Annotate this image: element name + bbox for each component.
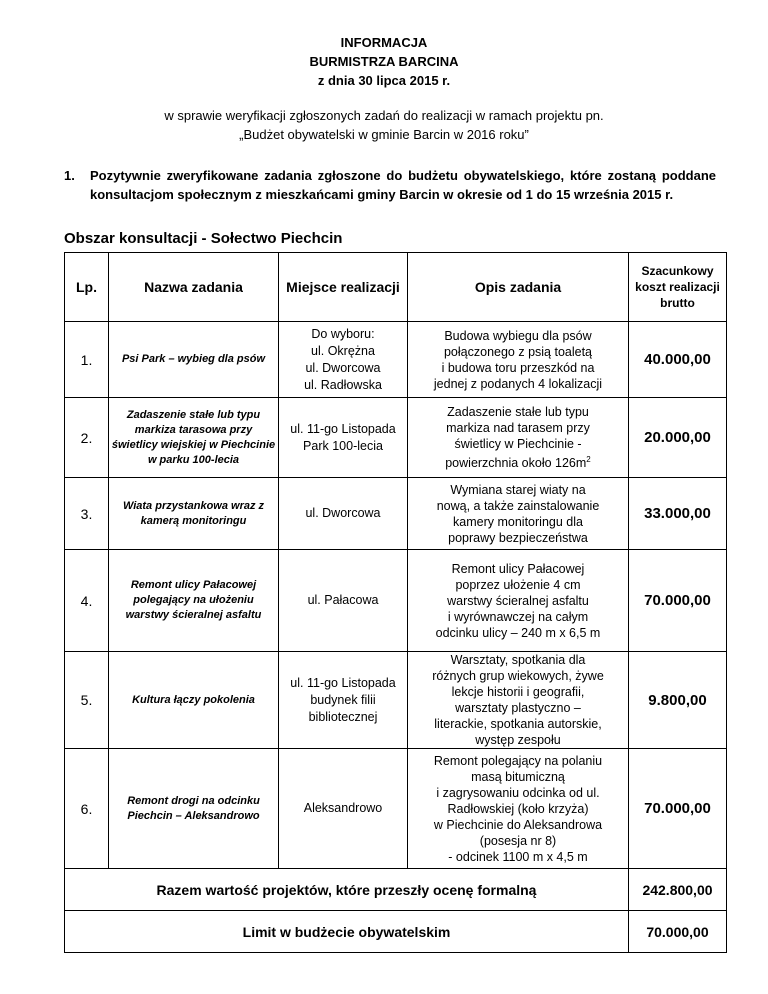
description-line [410, 833, 626, 849]
description-text: Zadaszenie stałe lub typu [447, 404, 589, 419]
description-text: poprawy bezpieczeństwa [448, 530, 588, 545]
description-line [410, 498, 626, 514]
description-text: Remont ulicy Pałacowej [451, 561, 585, 576]
description-text: Budowa wybiegu dla psów [444, 328, 592, 343]
description-text: warstwy ścieralnej asfaltu [447, 593, 589, 608]
point-1 [64, 166, 716, 204]
description-line [410, 625, 626, 641]
description-text: i zagrysowaniu odcinka od ul. [436, 785, 600, 800]
description-line [410, 668, 626, 684]
row-lp: 4. [65, 550, 109, 652]
description-text: Wymiana starej wiaty na [450, 482, 586, 497]
header-title: INFORMACJA [340, 35, 428, 50]
header-desc: Opis zadania [408, 253, 629, 322]
description-line [410, 344, 626, 360]
row-description [408, 398, 629, 478]
row-task-name: Kultura łączy pokolenia [109, 652, 279, 749]
tasks-table [64, 252, 727, 953]
description-line [410, 716, 626, 732]
document-header [0, 33, 768, 90]
header-cost: Szacunkowy koszt realizacji brutto [629, 253, 727, 322]
total-label: Razem wartość projektów, które przeszły ocenę formalną [65, 869, 629, 911]
row-lp: 2. [65, 398, 109, 478]
row-lp: 1. [65, 322, 109, 398]
row-place [279, 749, 408, 869]
row-description [408, 478, 629, 550]
subject-line-2: „Budżet obywatelski w gminie Barcin w 2016 roku” [239, 127, 529, 142]
row-task-name: Wiata przystankowa wraz z kamerą monitoringu [109, 478, 279, 550]
area-title: Obszar konsultacji - Sołectwo Piechcin [64, 230, 343, 247]
description-text: odcinku ulicy – 240 m x 6,5 m [435, 625, 601, 640]
description-line [410, 753, 626, 769]
description-line [410, 609, 626, 625]
place-line: ul. Radłowska [304, 377, 382, 392]
place-line: budynek filii [310, 692, 376, 707]
row-cost: 20.000,00 [629, 398, 727, 478]
description-text: różnych grup wiekowych, żywe [432, 669, 604, 683]
description-text: lekcje historii i geografii, [451, 685, 585, 699]
place-line: ul. Okrężna [311, 343, 375, 358]
table-row [65, 749, 727, 869]
description-line [410, 404, 626, 420]
description-line [410, 849, 626, 865]
description-line [410, 593, 626, 609]
table-row [65, 652, 727, 749]
row-description [408, 322, 629, 398]
table-row [65, 478, 727, 550]
description-line [410, 452, 626, 471]
description-text: nową, a także zainstalowanie [436, 498, 600, 513]
description-text: Warsztaty, spotkania dla [450, 653, 586, 667]
description-line [410, 436, 626, 452]
description-line [410, 561, 626, 577]
limit-label: Limit w budżecie obywatelskim [65, 911, 629, 953]
row-cost: 70.000,00 [629, 550, 727, 652]
place-line: Do wyboru: [311, 326, 375, 341]
description-text: i wyrównawczej na całym [447, 609, 589, 624]
total-row [65, 869, 727, 911]
description-text: poprzez ułożenie 4 cm [455, 577, 581, 592]
description-line [410, 652, 626, 668]
place-line: bibliotecznej [308, 709, 378, 724]
row-task-name: Remont drogi na odcinku Piechcin – Aleksandrowo [109, 749, 279, 869]
description-line [410, 420, 626, 436]
place-line: ul. Dworcowa [305, 506, 381, 520]
description-text: - odcinek 1100 m x 4,5 m [448, 849, 588, 864]
table-header-row [65, 253, 727, 322]
description-line [410, 360, 626, 376]
row-lp: 6. [65, 749, 109, 869]
place-line: ul. 11-go Listopada [290, 675, 396, 690]
place-line: ul. 11-go Listopada [290, 421, 396, 436]
place-line: ul. Dworcowa [305, 360, 381, 375]
row-place [279, 322, 408, 398]
row-task-name: Zadaszenie stałe lub typu markiza tarasowa przy świetlicy wiejskiej w Piechcinie w parku 100-lecia [109, 398, 279, 478]
description-text: Radłowskiej (koło krzyża) [447, 801, 589, 816]
description-text: występ zespołu [475, 733, 561, 747]
description-line [410, 376, 626, 392]
description-line [410, 514, 626, 530]
table-row [65, 550, 727, 652]
description-line [410, 577, 626, 593]
row-lp: 3. [65, 478, 109, 550]
superscript: 2 [586, 454, 591, 464]
description-line [410, 684, 626, 700]
description-line [410, 482, 626, 498]
point-number: 1. [64, 168, 75, 183]
description-text: świetlicy w Piechcinie - [454, 436, 582, 451]
place-line: ul. Pałacowa [307, 593, 379, 607]
description-line [410, 785, 626, 801]
row-description [408, 749, 629, 869]
limit-value: 70.000,00 [629, 911, 727, 953]
description-text: powierzchnia około 126m [445, 456, 587, 471]
description-line [410, 801, 626, 817]
row-cost: 70.000,00 [629, 749, 727, 869]
description-text: Remont polegający na polaniu [433, 753, 603, 768]
description-text: (posesja nr 8) [479, 833, 557, 848]
place-line: Park 100-lecia [303, 438, 383, 453]
place-line: Aleksandrowo [303, 801, 383, 815]
description-text: masą bitumiczną [471, 769, 565, 784]
description-text: warsztaty plastyczno – [455, 701, 581, 715]
row-place [279, 398, 408, 478]
description-text: jednej z podanych 4 lokalizacji [433, 376, 603, 391]
total-value: 242.800,00 [629, 869, 727, 911]
header-issuer: BURMISTRZA BARCINA [309, 54, 459, 69]
row-cost: 9.800,00 [629, 652, 727, 749]
header-lp: Lp. [65, 253, 109, 322]
description-text: literackie, spotkania autorskie, [434, 717, 602, 731]
description-line [410, 700, 626, 716]
row-cost: 33.000,00 [629, 478, 727, 550]
table-row [65, 322, 727, 398]
description-line [410, 817, 626, 833]
table-body [65, 322, 727, 869]
limit-row [65, 911, 727, 953]
header-name: Nazwa zadania [109, 253, 279, 322]
document-subject [0, 106, 768, 144]
description-line [410, 328, 626, 344]
description-text: i budowa toru przeszkód na [441, 360, 595, 375]
row-place [279, 652, 408, 749]
description-line [410, 769, 626, 785]
row-task-name: Remont ulicy Pałacowej polegający na ułożeniu warstwy ścieralnej asfaltu [109, 550, 279, 652]
table-row [65, 398, 727, 478]
description-line [410, 732, 626, 748]
row-description [408, 550, 629, 652]
header-date: z dnia 30 lipca 2015 r. [317, 73, 451, 88]
row-cost: 40.000,00 [629, 322, 727, 398]
description-text: kamery monitoringu dla [453, 514, 583, 529]
description-line [410, 530, 626, 546]
row-task-name: Psi Park – wybieg dla psów [109, 322, 279, 398]
description-text: markiza nad tarasem przy [446, 420, 590, 435]
description-text: w Piechcinie do Aleksandrowa [433, 817, 603, 832]
subject-line-1: w sprawie weryfikacji zgłoszonych zadań do realizacji w ramach projektu pn. [164, 108, 604, 123]
point-text: Pozytywnie zweryfikowane zadania zgłoszone do budżetu obywatelskiego, które zostaną poddane konsultacjom społecznym z mieszkańcami gminy Barcin w okresie od 1 do 15 września 2015 r. [90, 168, 716, 202]
description-text: połączonego z psią toaletą [443, 344, 593, 359]
row-lp: 5. [65, 652, 109, 749]
header-place: Miejsce realizacji [279, 253, 408, 322]
row-place [279, 478, 408, 550]
row-place [279, 550, 408, 652]
row-description [408, 652, 629, 749]
